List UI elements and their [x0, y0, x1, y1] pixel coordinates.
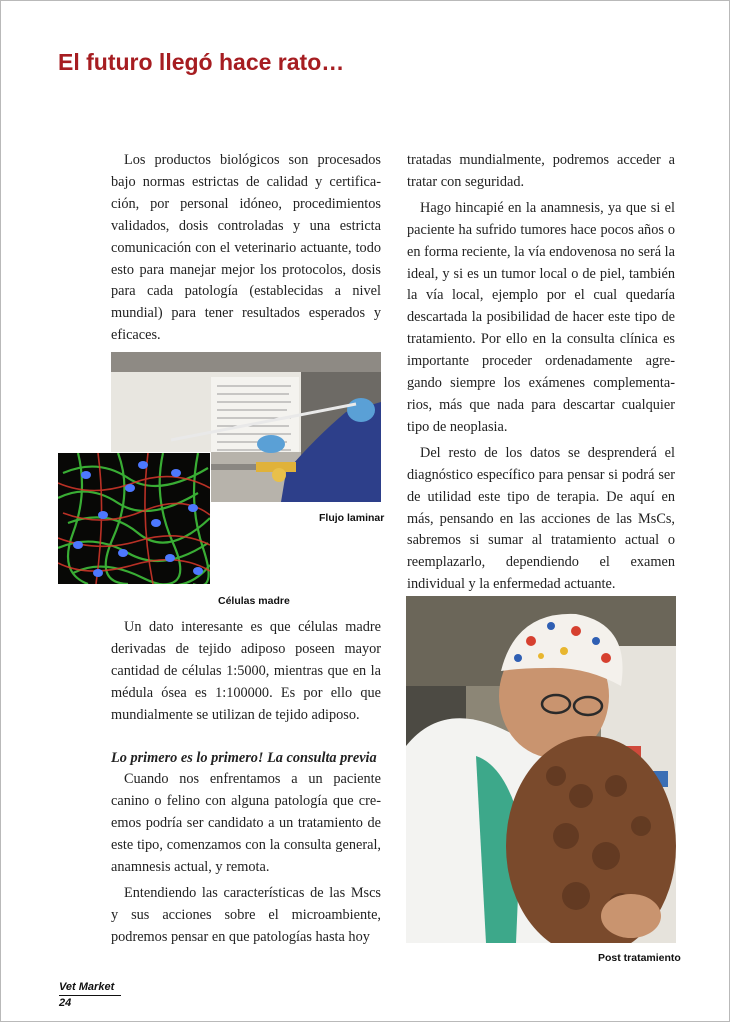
left-paragraph-3: Cuando nos enfrentamos a un paciente canino o felino con alguna patología que creemos podría ser candidato a un tratamiento de este tipo, comenzamos con la consulta general, anamnesis actual, y remota.	[111, 771, 381, 876]
left-paragraph-1: Los productos biológicos son procesados bajo normas estrictas de calidad y certificación, por personal idóneo, procedimientos validados, dosis controladas y una estricta comunicación con el veterinario actuante, todo esto para manejar mejor los protocolos, dosis para cada patología (establecidas a nivel mundial) para tener resultados esperados y eficaces.	[111, 152, 381, 344]
left-paragraph-2: Un dato interesante es que células madre derivadas de tejido adiposo poseen mayor cantidad de células 1:5000, mientras que en la médula ósea es 1:100000. Es por ello que mundialmente se utilizan de tejido adiposo.	[111, 619, 381, 723]
footer-rule	[59, 995, 121, 996]
stem-cells-caption: Células madre	[218, 595, 290, 607]
magazine-name: Vet Market	[59, 981, 115, 993]
left-column-bottom	[111, 617, 381, 949]
post-treatment-photo	[406, 596, 676, 943]
right-paragraph-3: Del resto de los datos se desprenderá el diagnóstico específico para pensar si podrá ser de utilidad este tipo de terapia. De aquí en más, pensando en las acciones de las MsCs, sabremos si sumar al tratamiento actual o reemplazarlo, dependiendo el examen individual y la enfermedad actuante.	[407, 444, 675, 593]
stem-cells-photo	[57, 452, 211, 585]
right-paragraph-1: tratadas mundialmente, podremos acceder a tratar con seguridad.	[407, 152, 675, 190]
left-paragraph-4: Entendiendo las características de las Mscs y sus acciones sobre el microambiente, podremos pensar en que patologías hasta hoy	[111, 884, 381, 945]
post-treatment-caption: Post tratamiento	[598, 952, 681, 964]
section-subheading: Lo primero es lo primero! La consulta previa	[111, 749, 377, 766]
right-column	[407, 150, 675, 596]
left-column-top	[111, 150, 381, 347]
laminar-flow-caption: Flujo laminar	[319, 512, 385, 524]
right-paragraph-2: Hago hincapié en la anamnesis, ya que si el paciente ha sufrido tumores hace pocos años o en forma reciente, la vía endovenosa no será la ideal, y si es un tumor local o de piel, también la vía local, ejemplo por el cual quedaría descartada la posibilidad de hacer este tipo de tratamiento. Por ello en la consulta clínica es importante proceder ordenadamente agregando siempre los exámenes complementarios, más que nada para descartar cualquier tipo de neoplasia.	[407, 199, 675, 435]
article-title: El futuro llegó hace rato…	[58, 49, 345, 75]
page-number: 24	[59, 997, 72, 1009]
